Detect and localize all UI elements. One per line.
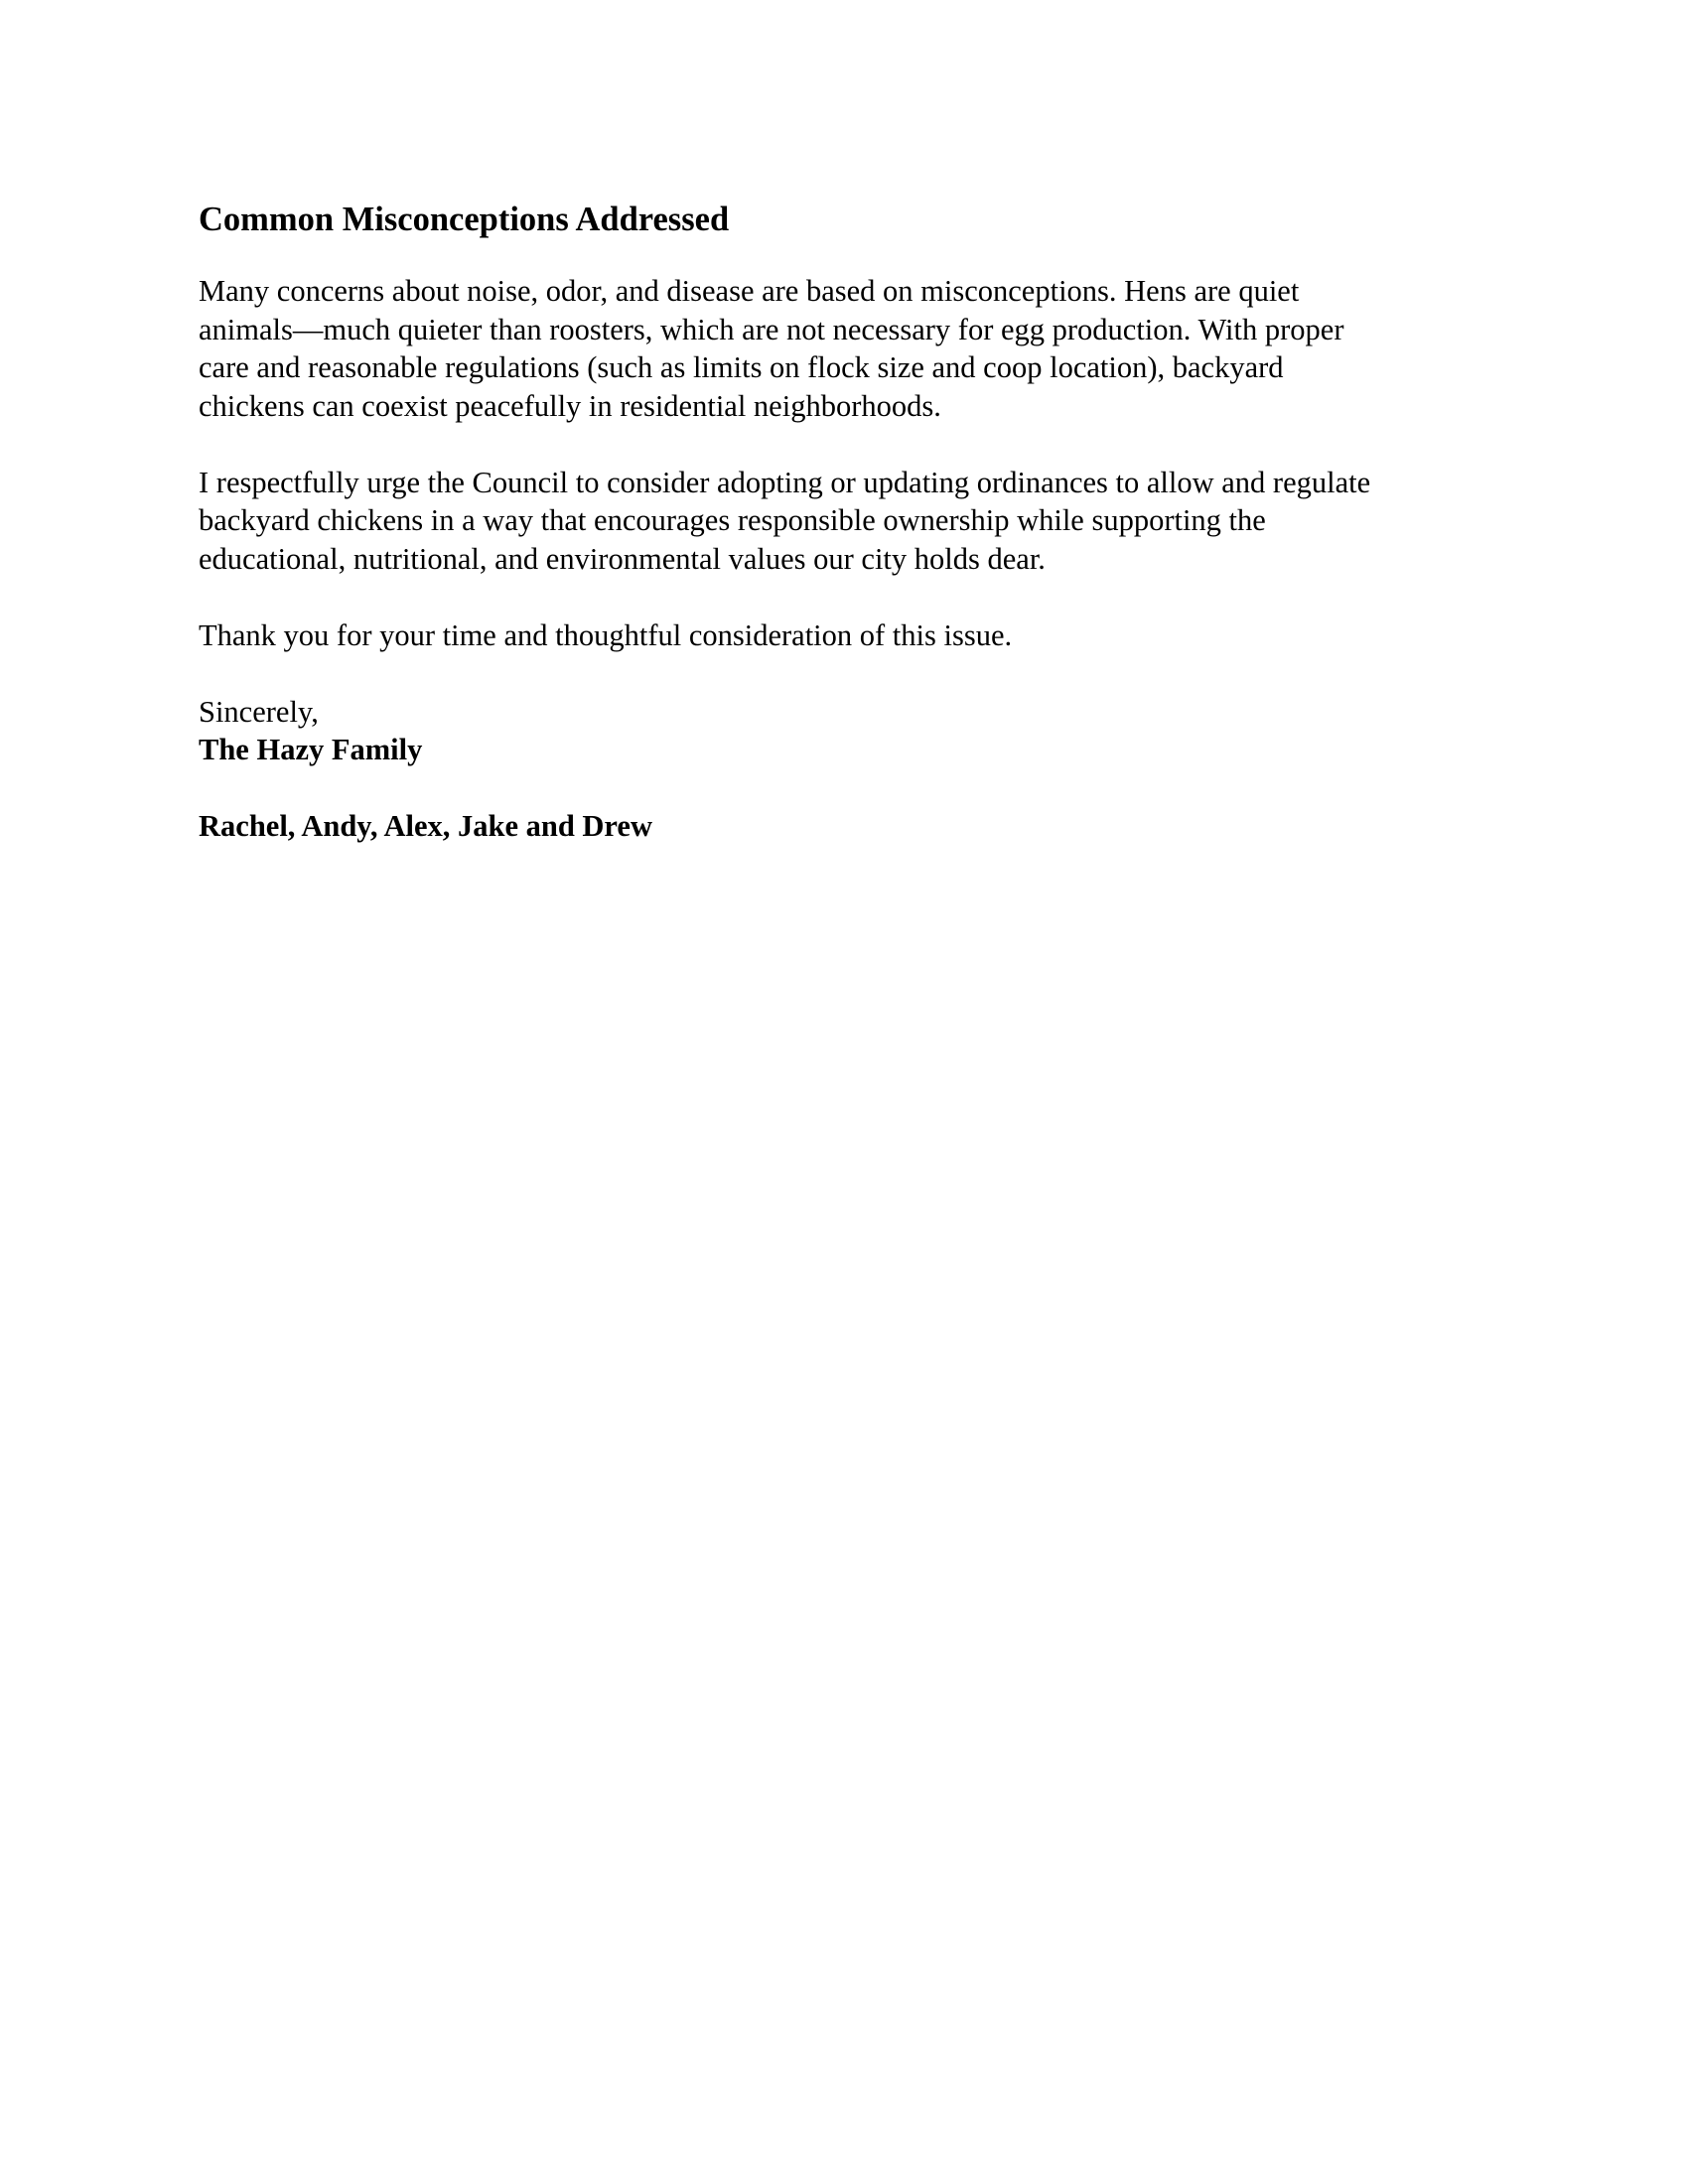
paragraph-line: Many concerns about noise, odor, and disease are based on misconceptions. Hens are quiet (199, 274, 1300, 308)
paragraph-line: educational, nutritional, and environmental values our city holds dear. (199, 541, 1046, 576)
signature-names (199, 807, 1489, 846)
paragraph-misconceptions (199, 272, 1489, 425)
paragraph-request (199, 464, 1489, 579)
signature-names-text: Rachel, Andy, Alex, Jake and Drew (199, 809, 652, 843)
paragraph-line: care and reasonable regulations (such as limits on flock size and coop location), backyard (199, 350, 1284, 384)
closing-salutation: Sincerely, (199, 694, 319, 729)
paragraph-line: I respectfully urge the Council to consider adopting or updating ordinances to allow and regulate (199, 465, 1371, 499)
paragraph-line: animals—much quieter than roosters, which are not necessary for egg production. With proper (199, 312, 1344, 346)
section-heading: Common Misconceptions Addressed (199, 201, 730, 238)
closing-block (199, 693, 1489, 769)
signature-family: The Hazy Family (199, 733, 423, 766)
paragraph-line: backyard chickens in a way that encourages responsible ownership while supporting the (199, 503, 1266, 537)
paragraph-line: chickens can coexist peacefully in residential neighborhoods. (199, 388, 941, 423)
paragraph-line: Thank you for your time and thoughtful consideration of this issue. (199, 617, 1013, 652)
paragraph-thanks (199, 616, 1489, 655)
letter-body (199, 195, 1489, 846)
